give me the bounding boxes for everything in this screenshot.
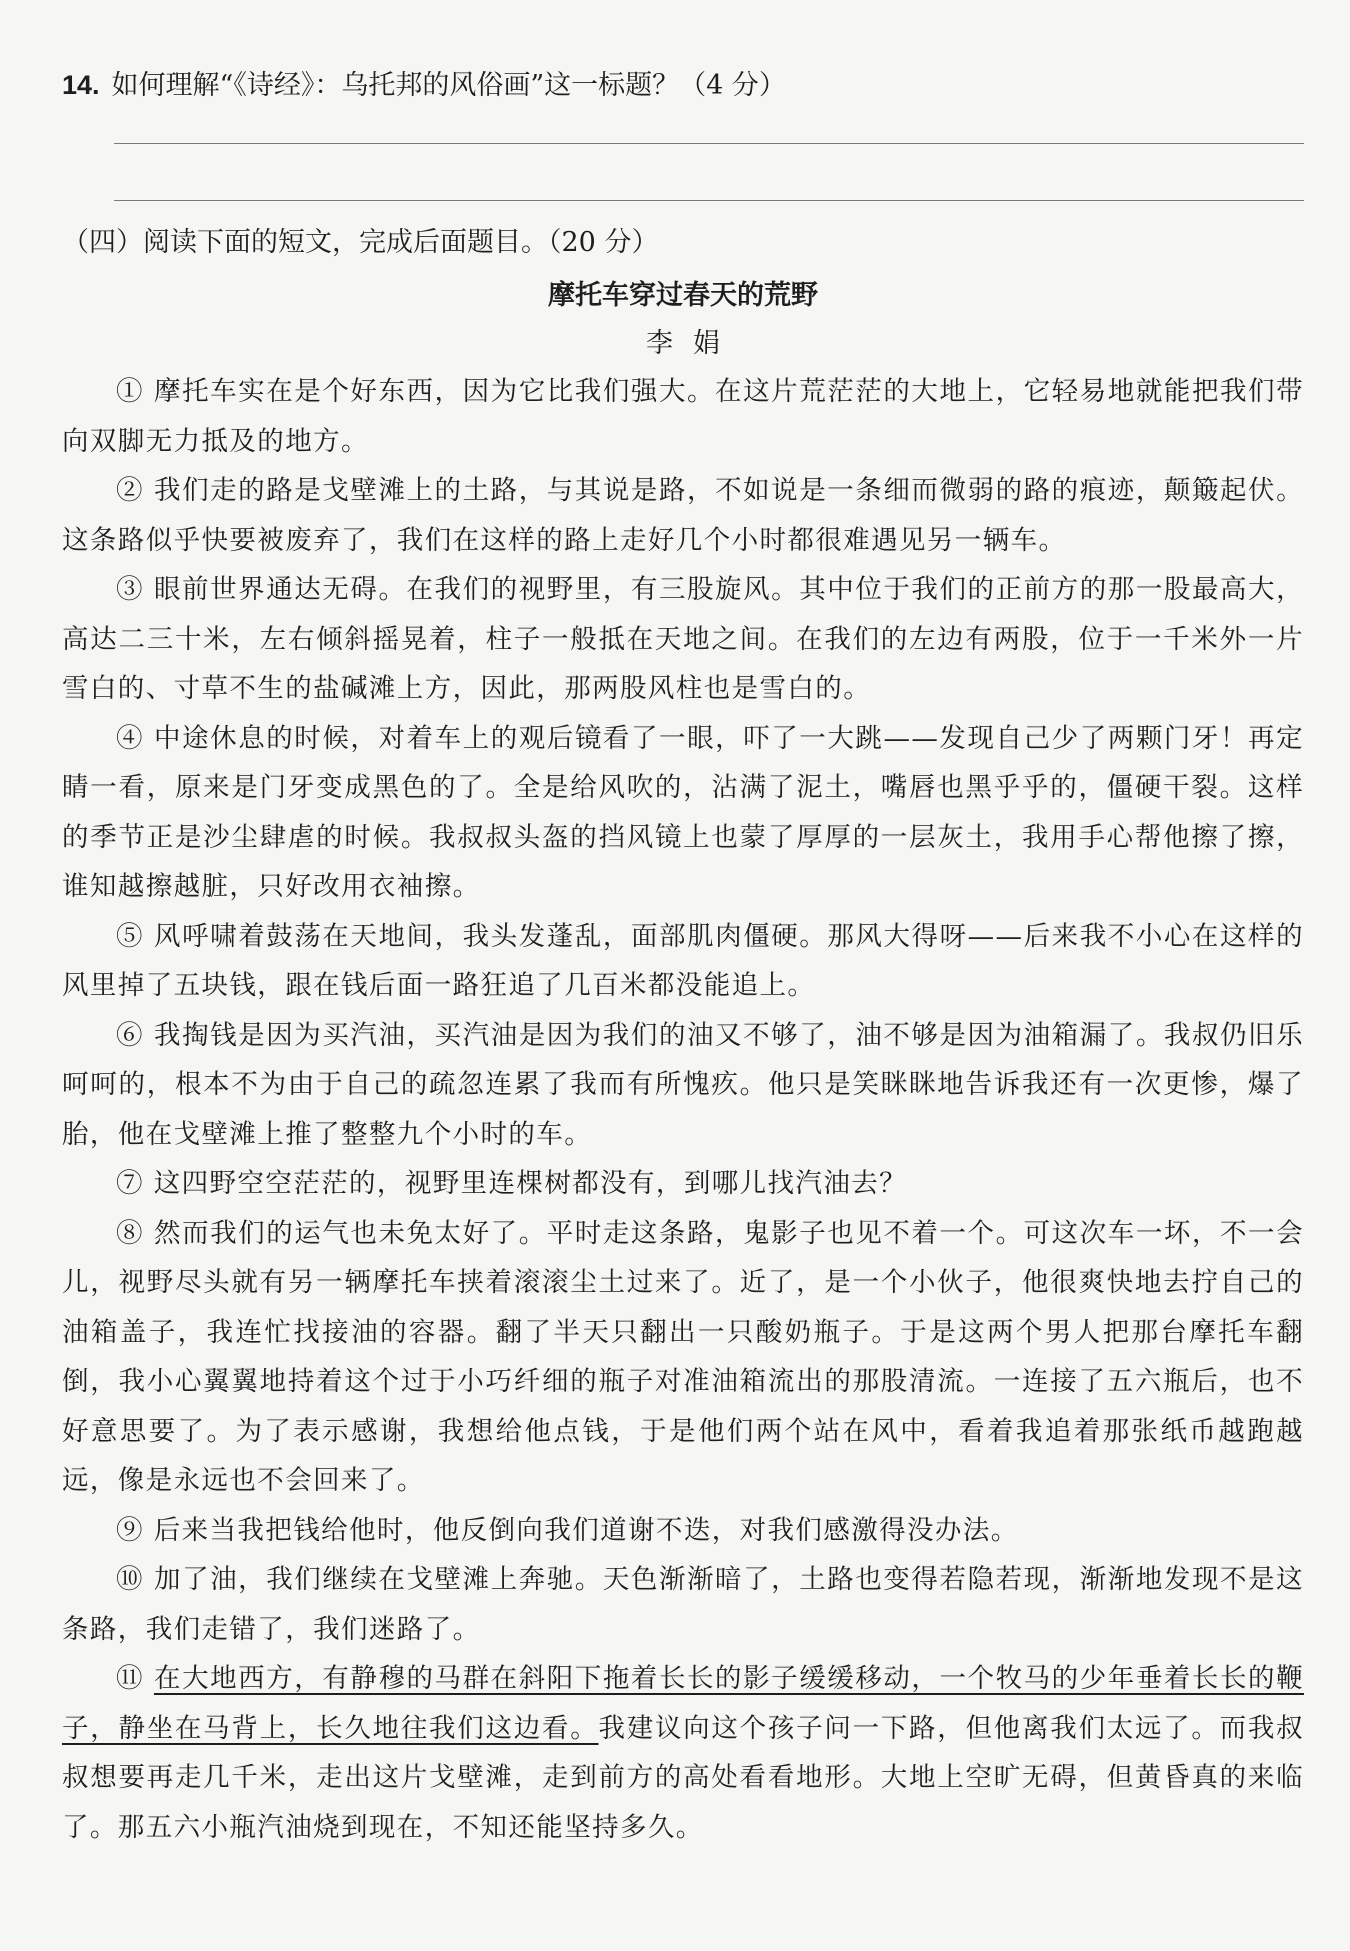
paragraph-rest: 我建议向这个孩子问一下路，但他离我们太远了。而我叔叔想要再走几千米，走出这片戈壁滩，走到前方的高处看看地形。大地上空旷无碍，但黄昏真的来临了。那五六小瓶汽油烧到现在，不知还能坚持多久。 (62, 1712, 1305, 1843)
question-text: 如何理解“《诗经》：乌托邦的风俗画”这一标题？（4 分） (111, 70, 786, 101)
paragraph-9: ⑨ 后来当我把钱给他时，他反倒向我们道谢不迭，对我们感激得没办法。 (116, 1514, 1019, 1546)
paragraph-11 (62, 1654, 1304, 1852)
article-author: 李娟 (646, 328, 740, 359)
paragraph-6: ⑥ 我掏钱是因为买汽油，买汽油是因为我们的油又不够了，油不够是因为油箱漏了。我叔仍旧乐呵呵的，根本不为由于自己的疏忽连累了我而有所愧疚。他只是笑眯眯地告诉我还有一次更惨，爆了胎，他在戈壁滩上推了整整九个小时的车。 (62, 1019, 1304, 1150)
answer-line[interactable] (114, 200, 1304, 201)
question-14 (62, 60, 1304, 111)
section-intro: （四）阅读下面的短文，完成后面题目。（20 分） (62, 227, 659, 258)
paragraph-3: ③ 眼前世界通达无碍。在我们的视野里，有三股旋风。其中位于我们的正前方的那一股最高大，高达二三十米，左右倾斜摇晃着，柱子一般抵在天地之间。在我们的左边有两股，位于一千米外一片雪白的、寸草不生的盐碱滩上方，因此，那两股风柱也是雪白的。 (62, 574, 1304, 704)
paragraph-5: ⑤ 风呼啸着鼓荡在天地间，我头发蓬乱，面部肌肉僵硬。那风大得呀——后来我不小心在这样的风里掉了五块钱，跟在钱后面一路狂追了几百米都没能追上。 (62, 920, 1304, 1001)
exam-page (62, 60, 1304, 1852)
paragraph-1: ① 摩托车实在是个好东西，因为它比我们强大。在这片荒茫茫的大地上，它轻易地就能把我们带向双脚无力抵及的地方。 (62, 376, 1304, 457)
paragraph-4: ④ 中途休息的时候，对着车上的观后镜看了一眼，吓了一大跳——发现自己少了两颗门牙！再定睛一看，原来是门牙变成黑色的了。全是给风吹的，沾满了泥土，嘴唇也黑乎乎的，僵硬干裂。这样的季节正是沙尘肆虐的时候。我叔叔头盔的挡风镜上也蒙了厚厚的一层灰土，我用手心帮他擦了擦，谁知越擦越脏，只好改用衣袖擦。 (62, 722, 1304, 902)
paragraph-8: ⑧ 然而我们的运气也未免太好了。平时走这条路，鬼影子也见不着一个。可这次车一坏，不一会儿，视野尽头就有另一辆摩托车挟着滚滚尘土过来了。近了，是一个小伙子，他很爽快地去拧自己的油箱盖子，我连忙找接油的容器。翻了半天只翻出一只酸奶瓶子。于是这两个男人把那台摩托车翻倒，我小心翼翼地持着这个过于小巧纤细的瓶子对准油箱流出的那股清流。一连接了五六瓶后，也不好意思要了。为了表示感谢，我想给他点钱，于是他们两个站在风中，看着我追着那张纸币越跑越远，像是永远也不会回来了。 (62, 1217, 1304, 1496)
article-title: 摩托车穿过春天的荒野 (548, 280, 818, 311)
article-body (62, 367, 1304, 1852)
paragraph-10: ⑩ 加了油，我们继续在戈壁滩上奔驰。天色渐渐暗了，土路也变得若隐若现，渐渐地发现不是这条路，我们走错了，我们迷路了。 (62, 1564, 1304, 1645)
underlined-sentence: 在大地西方，有静穆的马群在斜阳下拖着长长的影子缓缓移动，一个牧马的少年垂着长长的鞭子，静坐在马背上，长久地往我们这边看。 (62, 1663, 1304, 1744)
paragraph-7: ⑦ 这四野空空茫茫的，视野里连棵树都没有，到哪儿找汽油去？ (116, 1168, 908, 1199)
question-number: 14. (62, 70, 100, 100)
paragraph-marker: ⑪ (116, 1663, 155, 1694)
paragraph-2: ② 我们走的路是戈壁滩上的土路，与其说是路，不如说是一条细而微弱的路的痕迹，颠簸起伏。这条路似乎快要被废弃了，我们在这样的路上走好几个小时都很难遇见另一辆车。 (62, 475, 1304, 556)
answer-line[interactable] (114, 143, 1304, 144)
